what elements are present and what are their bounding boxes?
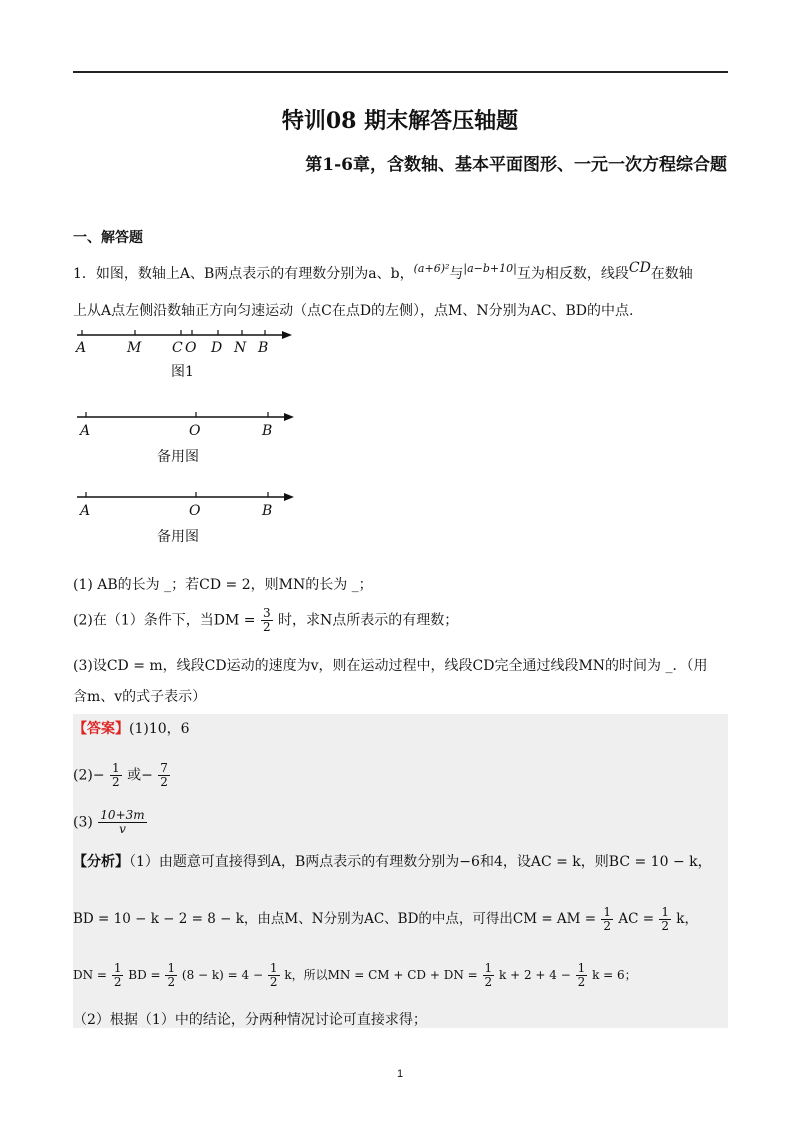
fraction-den: 2 (269, 975, 278, 989)
subquestion-3-line-1: (3)设CD = m，线段CD运动的速度为v，则在运动过程中，线段CD完全通过线段MN的时间为 _．（用 (73, 658, 708, 674)
segment-cd: CD (628, 260, 651, 276)
fraction-den: 2 (167, 975, 176, 989)
analysis-line-4: （2）根据（1）中的结论，分两种情况讨论可直接求得； (73, 1012, 427, 1028)
fraction-num: 1 (113, 961, 122, 975)
question-text-c: 在数轴 (650, 266, 693, 282)
analysis-line-3 (73, 962, 637, 989)
figure-2-number-line (77, 412, 294, 421)
fraction-den: 2 (603, 919, 612, 933)
subquestion-2-text-b: 时，求N点所表示的有理数； (278, 612, 459, 629)
analysis-text-3d: k，所以MN = CM + CD + DN = (284, 968, 478, 982)
fraction-den: 2 (484, 975, 493, 989)
fraction-num: 7 (160, 761, 168, 775)
figure-3-number-line (77, 492, 294, 501)
analysis-text-2c: k， (676, 911, 698, 927)
answer-2-fraction-2 (158, 762, 170, 789)
analysis-text-3b: BD = (128, 968, 161, 982)
fraction-den: v (119, 822, 126, 836)
fig2-arrowhead (284, 413, 294, 421)
fraction-num: 1 (269, 961, 278, 975)
subquestion-1: (1) AB的长为 _；若CD = 2，则MN的长为 _； (73, 577, 373, 593)
fig1-label-n: N (234, 340, 247, 356)
expression-square: (a+6)² (413, 262, 450, 275)
fraction-den: 2 (112, 775, 120, 789)
fraction-num: 1 (603, 905, 612, 919)
fig2-label-b: B (262, 423, 273, 439)
fig1-label-m: M (127, 340, 142, 356)
answer-tag: 【答案】 (73, 721, 129, 737)
fraction-num: 1 (167, 961, 176, 975)
analysis-tag: 【分析】 (73, 854, 129, 870)
analysis-line-2 (73, 906, 698, 933)
fig1-label-a: A (76, 340, 87, 356)
fraction-num: 1 (661, 905, 669, 919)
fig1-label-b: B (258, 340, 269, 356)
fig1-label-d: D (211, 340, 223, 356)
answer-2-fraction-1 (110, 762, 122, 789)
answer-3-prefix: (3) (73, 814, 93, 831)
fig3-caption: 备用图 (157, 529, 199, 545)
answer-1: (1)10，6 (129, 721, 190, 737)
fraction-half (112, 962, 124, 989)
fraction-num: 1 (577, 961, 586, 975)
subquestion-2-text-a: (2)在（1）条件下，当DM = (73, 612, 256, 629)
fig3-label-o: O (189, 503, 201, 519)
analysis-text-3f: k = 6； (592, 968, 637, 982)
subquestion-3-line-2: 含m、v的式子表示） (73, 689, 207, 705)
fraction-den: 2 (113, 975, 122, 989)
analysis-text-3e: k + 2 + 4 − (499, 968, 571, 982)
fig1-label-c: C (172, 340, 183, 356)
analysis-text-3c: (8 − k) = 4 − (181, 968, 264, 982)
question-line-2: 上从A点左侧沿数轴正方向匀速运动（点C在点D的左侧），点M、N分别为AC、BD的中点. (73, 303, 634, 319)
fig2-caption: 备用图 (157, 449, 199, 465)
analysis-text-3a: DN = (73, 968, 107, 982)
question-text-b: 互为相反数，线段 (516, 266, 629, 282)
analysis-text-2b: AC = (618, 911, 655, 927)
fraction-num: 1 (112, 761, 120, 775)
analysis-text-2a: BD = 10 − k − 2 = 8 − k，由点M、N分别为AC、BD的中点，可得出CM = AM = (73, 911, 597, 927)
fig1-caption: 图1 (171, 364, 194, 380)
fraction-three-halves (261, 607, 273, 634)
fraction-half (165, 962, 177, 989)
fig3-arrowhead (284, 493, 294, 501)
question-text-a: 1．如图，数轴上A、B两点表示的有理数分别为a、b， (73, 266, 414, 282)
fraction-den: 2 (160, 775, 168, 789)
answer-3-fraction (98, 809, 146, 836)
fraction-den: 2 (661, 919, 669, 933)
fig3-label-a: A (80, 503, 91, 519)
question-text-yu: 与 (449, 266, 464, 282)
fig2-label-a: A (80, 423, 91, 439)
section-heading: 一、解答题 (73, 230, 143, 246)
expression-abs: |a−b+10| (463, 262, 517, 275)
page-subtitle: 第1-6章，含数轴、基本平面图形、一元一次方程综合题 (305, 155, 727, 175)
answer-line-2 (73, 762, 171, 789)
fig3-label-b: B (262, 503, 273, 519)
answer-line-3 (73, 809, 148, 836)
answer-line-1 (73, 719, 190, 739)
fraction-num: 1 (484, 961, 493, 975)
fraction-half (483, 962, 495, 989)
page-number: 1 (396, 1068, 404, 1080)
fraction-half (268, 962, 280, 989)
figure-1-number-line (77, 330, 292, 339)
answer-2-prefix: (2)− (73, 767, 105, 784)
fraction-den: 2 (262, 620, 271, 634)
fraction-half (576, 962, 588, 989)
answer-2-or: 或− (127, 767, 153, 784)
analysis-line-1 (73, 852, 712, 872)
fraction-num: 10+3m (100, 808, 145, 822)
fig2-label-o: O (189, 423, 201, 439)
fraction-num: 3 (262, 606, 271, 620)
fraction-half (601, 906, 613, 933)
page-title: 特训08 期末解答压轴题 (281, 108, 519, 134)
analysis-text-1: （1）由题意可直接得到A，B两点表示的有理数分别为−6和4，设AC = k，则BC = 10 − k， (129, 854, 712, 870)
fig1-label-o: O (185, 340, 197, 356)
fraction-den: 2 (577, 975, 586, 989)
fig1-arrowhead (282, 331, 292, 339)
fraction-half (659, 906, 671, 933)
subquestion-2 (73, 607, 458, 634)
